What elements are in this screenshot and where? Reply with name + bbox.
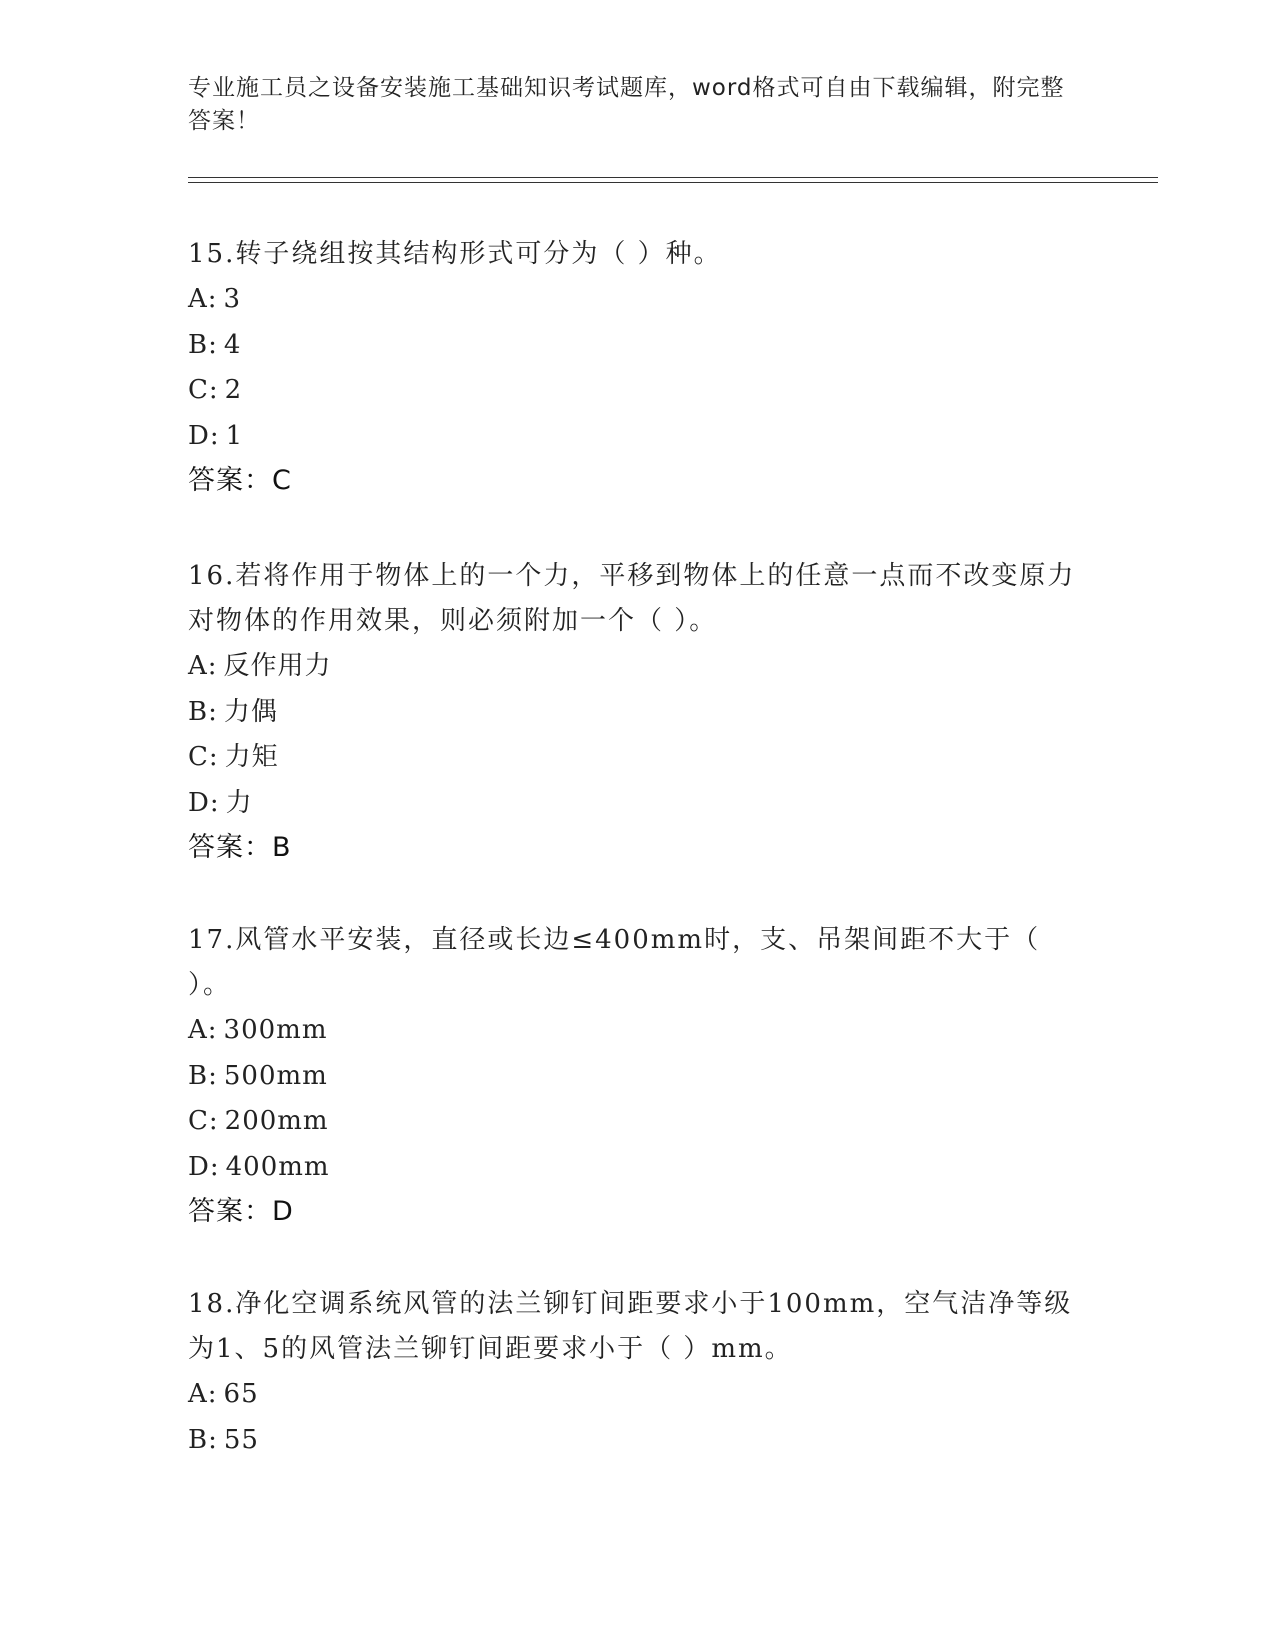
option-letter: A: (188, 1379, 218, 1409)
option-a (188, 1008, 1088, 1054)
question-stem: 15.转子绕组按其结构形式可分为（ ）种。 (188, 239, 722, 269)
option-d (188, 781, 1088, 827)
option-letter: A: (188, 284, 218, 314)
option-text: 1 (225, 420, 244, 451)
document-header-title: 专业施工员之设备安装施工基础知识考试题库，word格式可自由下载编辑，附完整答案！ (188, 75, 1065, 134)
answer-line: 答案：B (188, 832, 292, 863)
option-letter: C: (188, 742, 219, 772)
option-b (188, 323, 1088, 369)
question-15 (188, 232, 1088, 503)
option-text: 2 (224, 375, 243, 405)
option-text: 反作用力 (223, 651, 332, 681)
answer-line: 答案：C (188, 465, 292, 496)
option-c (188, 735, 1088, 781)
option-letter: A: (188, 1015, 218, 1045)
option-letter: C: (188, 375, 219, 405)
option-a (188, 1372, 1088, 1418)
option-text: 55 (223, 1424, 259, 1455)
option-text: 400mm (225, 1151, 330, 1182)
option-letter: C: (188, 1106, 219, 1136)
question-stem: 18.净化空调系统风管的法兰铆钉间距要求小于100mm，空气洁净等级为1、5的风管法兰铆钉间距要求小于（ ）mm。 (188, 1289, 1073, 1364)
option-text: 65 (223, 1379, 259, 1409)
option-text: 300mm (223, 1015, 328, 1045)
option-letter: B: (188, 696, 218, 727)
option-letter: D: (188, 787, 220, 818)
question-18 (188, 1282, 1088, 1463)
option-text: 力矩 (224, 742, 279, 772)
option-text: 4 (223, 329, 242, 360)
question-stem: 17.风管水平安装，直径或长边≤400mm时，支、吊架间距不大于（ ）。 (188, 925, 1041, 1000)
option-text: 力 (225, 787, 253, 818)
option-letter: D: (188, 420, 220, 451)
header-divider-bottom (188, 182, 1158, 183)
option-text: 力偶 (223, 696, 278, 727)
option-d (188, 414, 1088, 460)
option-text: 3 (223, 284, 242, 314)
option-b (188, 1054, 1088, 1100)
option-a (188, 644, 1088, 690)
option-a (188, 277, 1088, 323)
option-b (188, 690, 1088, 736)
option-letter: A: (188, 651, 218, 681)
question-17 (188, 918, 1088, 1234)
option-letter: B: (188, 1060, 218, 1091)
answer-line: 答案：D (188, 1196, 294, 1227)
option-text: 200mm (224, 1106, 329, 1136)
option-d (188, 1145, 1088, 1191)
option-b (188, 1418, 1088, 1464)
option-c (188, 1099, 1088, 1145)
header-divider-top (188, 177, 1158, 178)
question-stem: 16.若将作用于物体上的一个力，平移到物体上的任意一点而不改变原力对物体的作用效果，则必须附加一个（ ）。 (188, 561, 1076, 636)
question-16 (188, 554, 1088, 870)
option-letter: B: (188, 1424, 218, 1455)
option-text: 500mm (223, 1060, 328, 1091)
option-letter: B: (188, 329, 218, 360)
option-c (188, 368, 1088, 414)
option-letter: D: (188, 1151, 220, 1182)
